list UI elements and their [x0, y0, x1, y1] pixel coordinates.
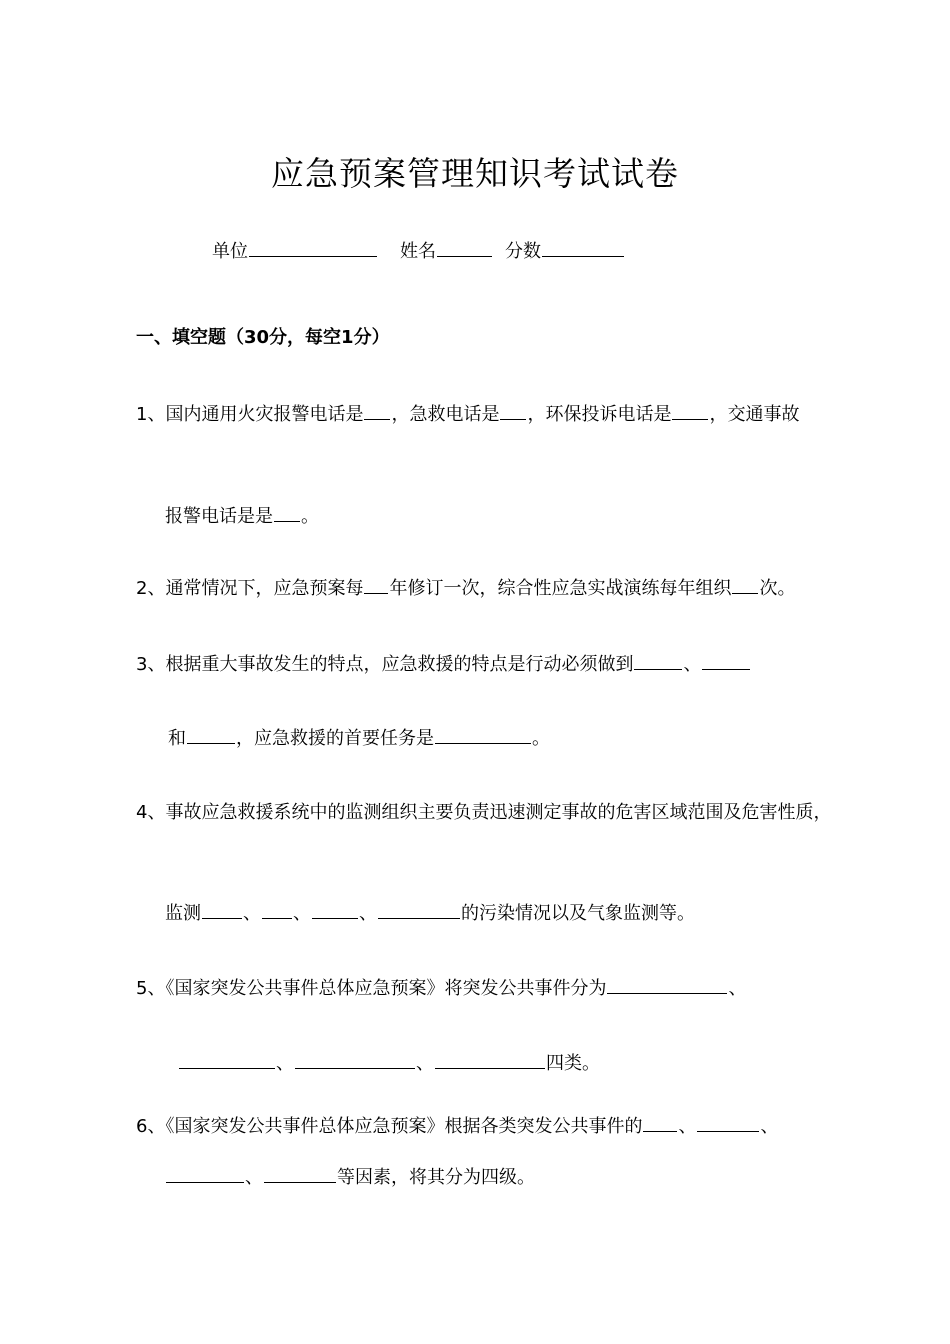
- question-1-line-2: [165, 503, 319, 529]
- answer-blank[interactable]: [697, 1113, 759, 1132]
- question-2-line-1: [136, 575, 795, 601]
- question-text: ，急救电话是: [391, 404, 500, 425]
- question-text: 4、事故应急救援系统中的监测组织主要负责迅速测定事故的危害区域范围及危害性质，: [136, 802, 832, 823]
- question-text: ，交通事故: [709, 404, 800, 425]
- question-text: 1、国内通用火灾报警电话是: [136, 404, 364, 425]
- score-label: 分数: [505, 241, 541, 262]
- answer-blank[interactable]: [166, 1164, 244, 1183]
- question-1-line-1: [136, 401, 799, 427]
- name-label: 姓名: [400, 241, 436, 262]
- question-4-line-2: [165, 900, 695, 926]
- question-text: 年修订一次，综合性应急实战演练每年组织: [389, 578, 732, 599]
- question-text: 、: [683, 654, 702, 675]
- answer-blank[interactable]: [643, 1113, 677, 1132]
- question-text: 2、通常情况下，应急预案每: [136, 578, 364, 599]
- answer-blank[interactable]: [702, 651, 750, 670]
- answer-blank[interactable]: [295, 1050, 415, 1069]
- question-text: 5、《国家突发公共事件总体应急预案》将突发公共事件分为: [136, 978, 607, 999]
- question-text: 、: [245, 1167, 263, 1188]
- question-text: 次。: [759, 578, 796, 599]
- question-text: 的污染情况以及气象监测等。: [461, 903, 695, 924]
- question-text: 、: [293, 903, 311, 924]
- unit-blank[interactable]: [249, 238, 377, 257]
- question-text: 6、《国家突发公共事件总体应急预案》根据各类突发公共事件的: [136, 1116, 643, 1137]
- answer-blank[interactable]: [607, 975, 727, 994]
- document-title: 应急预案管理知识考试试卷: [271, 154, 679, 193]
- question-6-line-2: [165, 1164, 535, 1190]
- question-text: 、: [728, 978, 747, 999]
- question-text: 报警电话是是: [165, 506, 273, 527]
- answer-blank[interactable]: [274, 503, 300, 522]
- answer-blank[interactable]: [732, 575, 758, 594]
- answer-blank[interactable]: [435, 1050, 545, 1069]
- answer-blank[interactable]: [634, 651, 682, 670]
- question-text: 、: [760, 1116, 779, 1137]
- question-5-line-2: [178, 1050, 600, 1076]
- question-text: 、: [276, 1053, 294, 1074]
- question-text: 和: [168, 728, 186, 749]
- header-fields: [212, 238, 625, 264]
- answer-blank[interactable]: [264, 1164, 336, 1183]
- unit-label: 单位: [212, 241, 248, 262]
- question-text: 、: [243, 903, 261, 924]
- answer-blank[interactable]: [435, 725, 531, 744]
- question-text: 。: [532, 728, 550, 749]
- answer-blank[interactable]: [179, 1050, 275, 1069]
- answer-blank[interactable]: [672, 401, 708, 420]
- question-text: 监测: [165, 903, 201, 924]
- section-heading: 一、填空题（30分，每空1分）: [136, 327, 390, 348]
- answer-blank[interactable]: [500, 401, 526, 420]
- question-text: 。: [301, 506, 319, 527]
- question-4-line-1: [136, 801, 831, 825]
- answer-blank[interactable]: [262, 900, 292, 919]
- question-text: 、: [678, 1116, 697, 1137]
- question-6-line-1: [136, 1113, 778, 1139]
- question-3-line-1: [136, 651, 751, 677]
- question-3-line-2: [168, 725, 550, 751]
- question-text: ，环保投诉电话是: [527, 404, 672, 425]
- answer-blank[interactable]: [202, 900, 242, 919]
- question-text: 四类。: [546, 1053, 600, 1074]
- question-5-line-1: [136, 975, 746, 1001]
- answer-blank[interactable]: [364, 401, 390, 420]
- answer-blank[interactable]: [378, 900, 460, 919]
- question-text: 3、根据重大事故发生的特点，应急救援的特点是行动必须做到: [136, 654, 634, 675]
- name-blank[interactable]: [437, 238, 492, 257]
- question-text: 、: [359, 903, 377, 924]
- score-blank[interactable]: [542, 238, 624, 257]
- answer-blank[interactable]: [312, 900, 358, 919]
- question-text: 、: [416, 1053, 434, 1074]
- question-text: 等因素，将其分为四级。: [337, 1167, 535, 1188]
- answer-blank[interactable]: [364, 575, 388, 594]
- question-text: ，应急救援的首要任务是: [236, 728, 434, 749]
- answer-blank[interactable]: [187, 725, 235, 744]
